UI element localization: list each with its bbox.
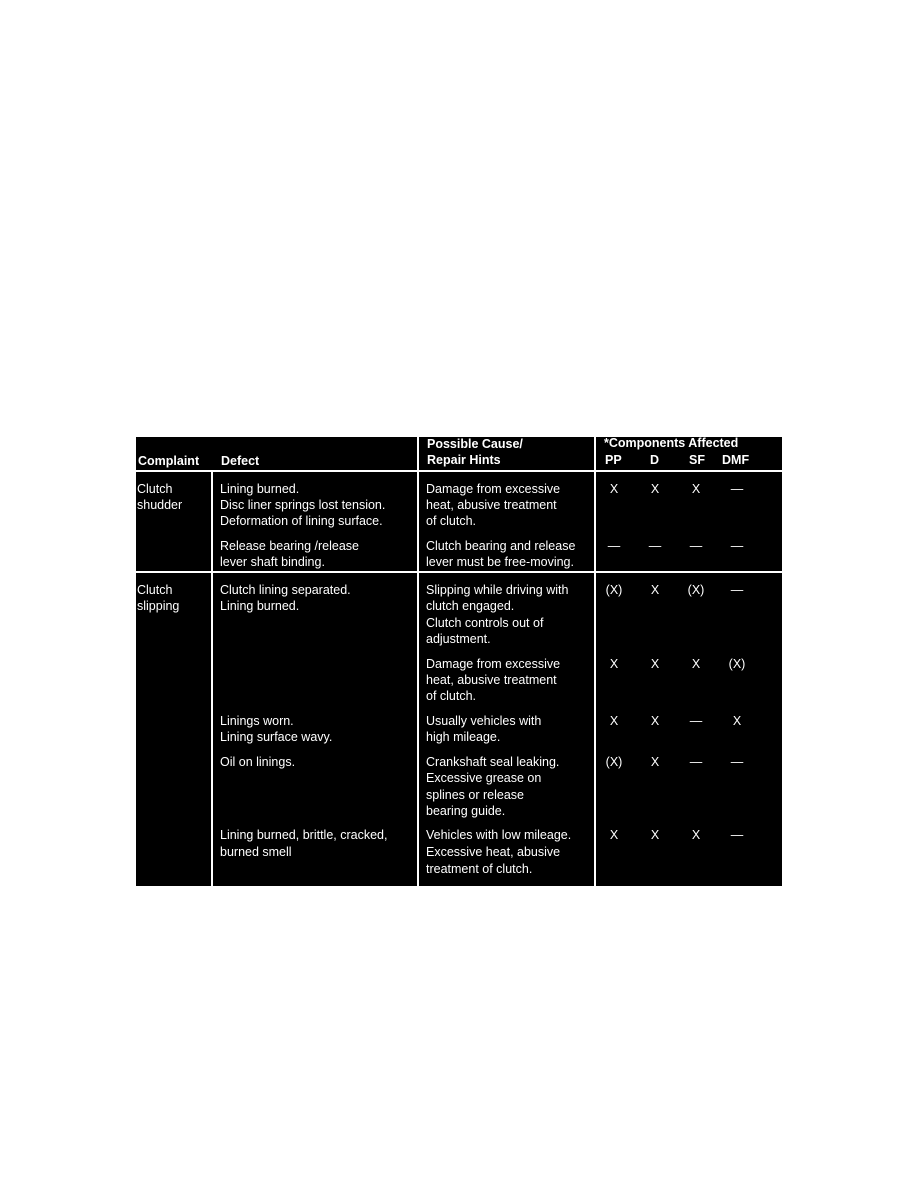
shudder-row1-defect-line1: Lining burned.: [220, 482, 300, 496]
slipping-row1-sf: (X): [687, 583, 705, 597]
slipping-row1-d: X: [650, 583, 660, 597]
slipping-row3-cause-line1: Usually vehicles with: [426, 714, 542, 728]
slipping-row1-cause-line4: adjustment.: [426, 632, 491, 646]
shudder-row1-cause-line2: heat, abusive treatment: [426, 498, 557, 512]
slipping-row4-cause-line3: splines or release: [426, 788, 524, 802]
column-divider-1: [211, 472, 213, 886]
complaint-slipping-line2: slipping: [137, 599, 180, 613]
slipping-row5-dmf: —: [730, 828, 744, 842]
slipping-row4-cause-line2: Excessive grease on: [426, 771, 542, 785]
slipping-row3-defect-line1: Linings worn.: [220, 714, 294, 728]
header-dmf: DMF: [722, 453, 750, 467]
slipping-row1-cause-line2: clutch engaged.: [426, 599, 515, 613]
slipping-row1-cause-line1: Slipping while driving with: [426, 583, 569, 597]
slipping-row4-dmf: —: [730, 755, 744, 769]
slipping-row5-defect-line2: burned smell: [220, 845, 292, 859]
slipping-row5-d: X: [650, 828, 660, 842]
shudder-row1-sf: X: [691, 482, 701, 496]
slipping-row1-defect-line2: Lining burned.: [220, 599, 300, 613]
header-d: D: [650, 453, 660, 467]
complaint-slipping-line1: Clutch: [137, 583, 173, 597]
shudder-row1-cause-line3: of clutch.: [426, 514, 477, 528]
complaint-shudder-line2: shudder: [137, 498, 183, 512]
header-defect: Defect: [221, 454, 260, 468]
header-cause-line1: Possible Cause/: [427, 437, 523, 451]
header-components-affected: *Components Affected: [604, 436, 739, 450]
shudder-row1-defect-line2: Disc liner springs lost tension.: [220, 498, 386, 512]
shudder-row2-defect-line1: Release bearing /release: [220, 539, 359, 553]
slipping-row4-cause-line4: bearing guide.: [426, 804, 506, 818]
slipping-row4-pp: (X): [605, 755, 623, 769]
slipping-row5-defect-line1: Lining burned, brittle, cracked,: [220, 828, 388, 842]
slipping-row5-cause-line1: Vehicles with low mileage.: [426, 828, 572, 842]
header-divider: [136, 470, 782, 472]
slipping-row1-defect-line1: Clutch lining separated.: [220, 583, 351, 597]
slipping-row4-defect-line1: Oil on linings.: [220, 755, 296, 769]
shudder-row1-cause-line1: Damage from excessive: [426, 482, 561, 496]
slipping-row3-pp: X: [609, 714, 619, 728]
shudder-row2-pp: —: [607, 539, 621, 553]
shudder-row2-cause-line2: lever must be free-moving.: [426, 555, 574, 569]
shudder-row2-cause-line1: Clutch bearing and release: [426, 539, 576, 553]
slipping-row2-sf: X: [691, 657, 701, 671]
shudder-row2-defect-line2: lever shaft binding.: [220, 555, 325, 569]
shudder-row1-dmf: —: [730, 482, 744, 496]
shudder-row1-defect-line3: Deformation of lining surface.: [220, 514, 383, 528]
column-divider-3: [594, 437, 596, 886]
shudder-row2-sf: —: [689, 539, 703, 553]
slipping-row3-d: X: [650, 714, 660, 728]
slipping-row2-dmf: (X): [728, 657, 746, 671]
slipping-row2-cause-line1: Damage from excessive: [426, 657, 561, 671]
header-pp: PP: [605, 453, 622, 467]
column-divider-2: [417, 437, 419, 886]
slipping-row5-sf: X: [691, 828, 701, 842]
header-cause-line2: Repair Hints: [427, 453, 501, 467]
shudder-row1-d: X: [650, 482, 660, 496]
slipping-row4-cause-line1: Crankshaft seal leaking.: [426, 755, 560, 769]
clutch-troubleshooting-table: [136, 437, 782, 886]
slipping-row2-pp: X: [609, 657, 619, 671]
slipping-row2-cause-line2: heat, abusive treatment: [426, 673, 557, 687]
shudder-row2-d: —: [648, 539, 662, 553]
slipping-row4-d: X: [650, 755, 660, 769]
slipping-row3-defect-line2: Lining surface wavy.: [220, 730, 333, 744]
slipping-row5-cause-line2: Excessive heat, abusive: [426, 845, 561, 859]
shudder-row2-dmf: —: [730, 539, 744, 553]
slipping-row3-cause-line2: high mileage.: [426, 730, 501, 744]
slipping-row5-pp: X: [609, 828, 619, 842]
slipping-row2-d: X: [650, 657, 660, 671]
slipping-row2-cause-line3: of clutch.: [426, 689, 477, 703]
section-divider: [136, 571, 782, 573]
slipping-row4-sf: —: [689, 755, 703, 769]
slipping-row1-dmf: —: [730, 583, 744, 597]
header-sf: SF: [689, 453, 705, 467]
shudder-row1-pp: X: [609, 482, 619, 496]
complaint-shudder-line1: Clutch: [137, 482, 173, 496]
slipping-row1-cause-line3: Clutch controls out of: [426, 616, 544, 630]
slipping-row1-pp: (X): [605, 583, 623, 597]
slipping-row5-cause-line3: treatment of clutch.: [426, 862, 533, 876]
slipping-row3-dmf: X: [732, 714, 742, 728]
header-complaint: Complaint: [138, 454, 200, 468]
slipping-row3-sf: —: [689, 714, 703, 728]
